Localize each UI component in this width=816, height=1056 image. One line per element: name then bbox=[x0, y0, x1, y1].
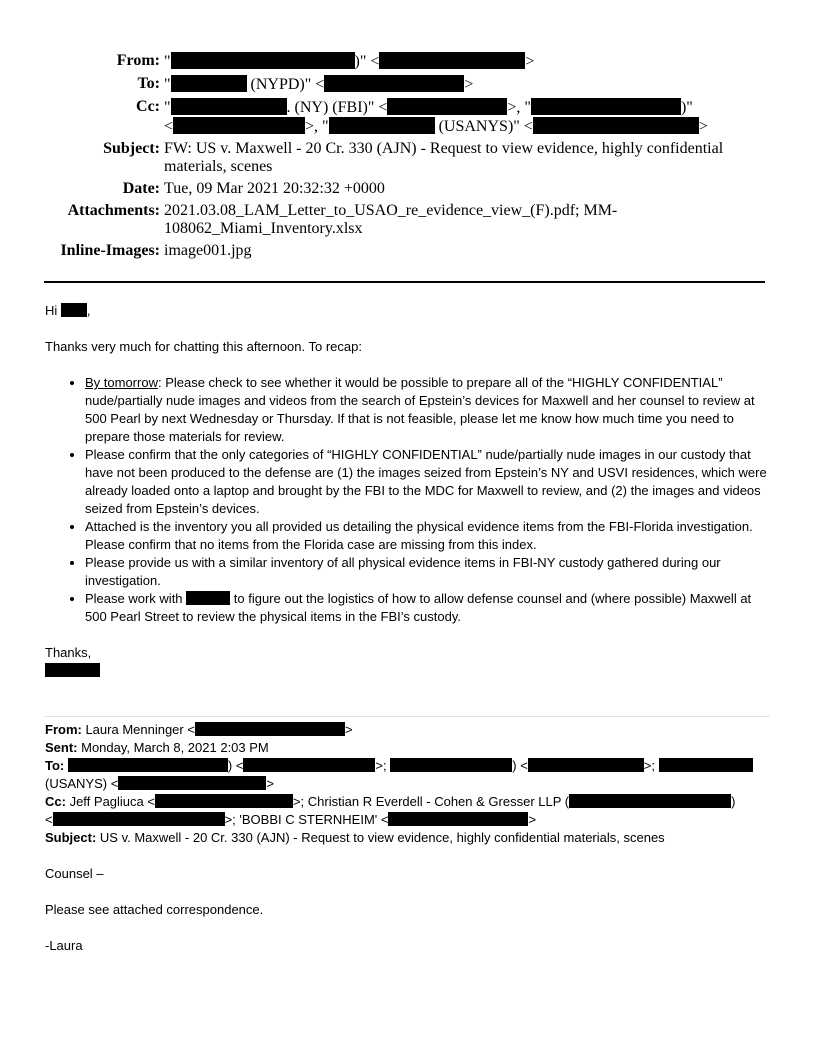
fwd-to-text: >; bbox=[643, 758, 659, 773]
header-inline-images-row bbox=[40, 242, 770, 260]
fwd-subject-label: Subject: bbox=[45, 830, 97, 845]
fwd-sent-value: Monday, March 8, 2021 2:03 PM bbox=[77, 740, 269, 755]
fwd-to-text: >; bbox=[375, 758, 391, 773]
recap-list bbox=[45, 374, 770, 626]
list-item: • Please confirm that the only categories of “HIGHLY CONFIDENTIAL” nude/partially nude images in our custody that have not been produced to the defense are (1) the images seized from Epstein’s NY and USVI residences, which were already loaded onto a laptop and brought by the FBI to the MDC for Maxwell to review, and (2) the images and videos seized from Epstein’s devices. bbox=[85, 446, 770, 518]
fwd-cc-text: < bbox=[45, 812, 53, 827]
fwd-to-label: To: bbox=[45, 758, 65, 773]
redaction-block bbox=[186, 591, 230, 605]
list-item: • Attached is the inventory you all provided us detailing the physical evidence items from the FBI-Florida investigation. Please confirm that no items from the Florida case are missing from this index. bbox=[85, 518, 770, 554]
redaction-block bbox=[569, 794, 731, 808]
redaction-block bbox=[390, 758, 512, 772]
redaction-block bbox=[118, 776, 266, 790]
redaction-block bbox=[53, 812, 225, 826]
redaction-block bbox=[61, 303, 87, 317]
fwd-cc-text: Jeff Pagliuca < bbox=[65, 794, 155, 809]
blank-line bbox=[45, 919, 770, 937]
cc-text: < bbox=[164, 118, 174, 135]
cc-text: (USANYS)" < bbox=[434, 118, 533, 135]
fwd-to-text: (USANYS) < bbox=[45, 776, 119, 791]
cc-text: >, " bbox=[507, 99, 531, 116]
subject-label: Subject: bbox=[103, 140, 160, 157]
fwd-from-text: > bbox=[344, 722, 353, 737]
from-value bbox=[164, 52, 770, 71]
header-subject-row bbox=[40, 140, 770, 176]
redaction-block bbox=[533, 117, 699, 134]
inline-images-value[interactable]: image001.jpg bbox=[164, 242, 252, 259]
greeting-text: Hi bbox=[45, 303, 61, 318]
redaction-block bbox=[195, 722, 345, 736]
redaction-block bbox=[171, 52, 355, 69]
header-cc-row bbox=[40, 98, 770, 136]
fwd-cc-text: >; 'BOBBI C STERNHEIM' < bbox=[224, 812, 389, 827]
fwd-cc-text: >; Christian R Everdell - Cohen & Gresser LLP ( bbox=[292, 794, 570, 809]
cc-text: >, " bbox=[305, 118, 329, 135]
from-label: From: bbox=[116, 52, 160, 69]
header-attachments-row bbox=[40, 202, 770, 238]
cc-text: > bbox=[698, 118, 708, 135]
fwd-to-line bbox=[45, 757, 770, 775]
blank-line bbox=[45, 320, 770, 338]
to-text: (NYPD)" < bbox=[246, 76, 325, 93]
message-body bbox=[45, 302, 770, 680]
blank-line bbox=[45, 883, 770, 901]
from-text: " bbox=[164, 53, 171, 70]
date-label: Date: bbox=[122, 180, 160, 197]
blank-line bbox=[45, 847, 770, 865]
cc-text: " bbox=[164, 99, 171, 116]
fwd-cc-text: > bbox=[528, 812, 537, 827]
cc-value bbox=[164, 98, 770, 136]
redaction-block bbox=[171, 98, 287, 115]
fwd-sent-line bbox=[45, 739, 770, 757]
fwd-body-line: Counsel – bbox=[45, 866, 104, 881]
cc-text: . (NY) (FBI)" < bbox=[286, 99, 388, 116]
redaction-block bbox=[155, 794, 293, 808]
redaction-block bbox=[387, 98, 507, 115]
greeting-text: , bbox=[86, 303, 91, 318]
to-label: To: bbox=[137, 75, 160, 92]
cc-text: )" bbox=[680, 99, 693, 116]
redaction-block bbox=[45, 663, 100, 677]
forwarded-message bbox=[45, 721, 770, 955]
blank-line bbox=[45, 626, 770, 644]
signoff: Thanks, bbox=[45, 645, 92, 660]
subject-value: FW: US v. Maxwell - 20 Cr. 330 (AJN) - Request to view evidence, highly confidential materials, scenes bbox=[164, 140, 724, 175]
fwd-subject-line bbox=[45, 829, 770, 847]
fwd-cc-text: ) bbox=[731, 794, 736, 809]
redaction-block bbox=[171, 75, 247, 92]
redaction-block bbox=[659, 758, 753, 772]
header-from-row bbox=[40, 52, 770, 71]
to-text: > bbox=[464, 76, 474, 93]
inline-images-label: Inline-Images: bbox=[60, 242, 160, 259]
fwd-sent-label: Sent: bbox=[45, 740, 78, 755]
fwd-to-text: ) < bbox=[227, 758, 244, 773]
header-to-row bbox=[40, 75, 770, 94]
fwd-to-text: ) < bbox=[512, 758, 528, 773]
to-value bbox=[164, 75, 770, 94]
date-value: Tue, 09 Mar 2021 20:32:32 +0000 bbox=[164, 180, 385, 197]
fwd-cc-label: Cc: bbox=[45, 794, 66, 809]
fwd-from-text: Laura Menninger < bbox=[81, 722, 195, 737]
underlined-text: By tomorrow bbox=[85, 375, 158, 390]
redaction-block bbox=[324, 75, 464, 92]
signature bbox=[45, 662, 770, 680]
from-text: > bbox=[525, 53, 535, 70]
fwd-subject-value: US v. Maxwell - 20 Cr. 330 (AJN) - Request to view evidence, highly confidential materials, scenes bbox=[96, 830, 665, 845]
fwd-cc-line bbox=[45, 793, 770, 811]
redaction-block bbox=[173, 117, 305, 134]
fwd-body-line: Please see attached correspondence. bbox=[45, 902, 264, 917]
fwd-to-text: > bbox=[266, 776, 274, 791]
greeting bbox=[45, 302, 770, 320]
redaction-block bbox=[528, 758, 644, 772]
redaction-block bbox=[379, 52, 525, 69]
redaction-block bbox=[243, 758, 375, 772]
list-item bbox=[85, 590, 770, 626]
redaction-block bbox=[329, 117, 435, 134]
list-item-text: to figure out the logistics of how to allow defense counsel and (where possible) Maxwell at 500 Pearl Street to review the physical items in the FBI’s custody. bbox=[85, 591, 752, 624]
cc-label: Cc: bbox=[136, 98, 160, 115]
attachments-value[interactable]: 2021.03.08_LAM_Letter_to_USAO_re_evidence_view_(F).pdf; MM-108062_Miami_Inventory.xlsx bbox=[164, 202, 618, 237]
attachments-label: Attachments: bbox=[67, 202, 160, 219]
redaction-block bbox=[388, 812, 528, 826]
header-date-row bbox=[40, 180, 770, 198]
forward-separator bbox=[45, 716, 770, 717]
fwd-to-line-2 bbox=[45, 775, 770, 793]
intro-paragraph: Thanks very much for chatting this afternoon. To recap: bbox=[45, 339, 362, 354]
email-header bbox=[40, 52, 770, 264]
blank-line bbox=[45, 356, 770, 374]
redaction-block bbox=[531, 98, 681, 115]
from-text: )" < bbox=[354, 53, 380, 70]
list-item: • Please provide us with a similar inventory of all physical evidence items in FBI-NY custody gathered during our investigation. bbox=[85, 554, 770, 590]
header-divider bbox=[44, 281, 765, 283]
list-item bbox=[85, 374, 770, 446]
to-text: " bbox=[164, 76, 171, 93]
fwd-from-line bbox=[45, 721, 770, 739]
fwd-cc-line-2 bbox=[45, 811, 770, 829]
fwd-from-label: From: bbox=[45, 722, 82, 737]
redaction-block bbox=[68, 758, 228, 772]
list-item-text: : Please check to see whether it would be possible to prepare all of the “HIGHLY CONFIDENTIAL” nude/partially nude images and videos from the search of Epstein’s devices for Maxwell and her counsel to review at 500 Pearl by next Wednesday or Thursday. If that is not feasible, please let me know how much time you need to prepare those materials for review. bbox=[85, 375, 755, 444]
list-item-text: Please work with bbox=[85, 591, 187, 606]
fwd-body-line: -Laura bbox=[45, 938, 83, 953]
